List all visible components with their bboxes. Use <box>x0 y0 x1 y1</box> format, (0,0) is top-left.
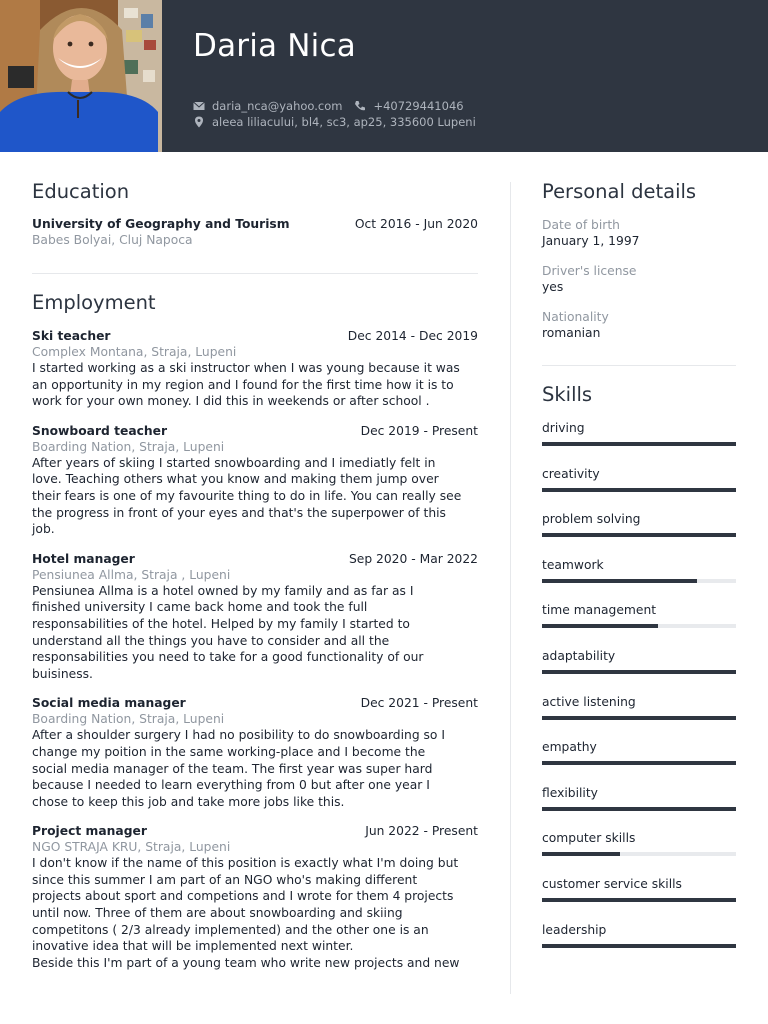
entry-title: Social media manager <box>32 696 186 711</box>
skill-level-bar <box>542 442 736 446</box>
skill-item <box>542 511 736 557</box>
skill-name: empathy <box>542 740 597 755</box>
entry-description: I started working as a ski instructor when I was young because it was an opportunity in my region and I found for the first time how it is to work for your own money. I did this in weekends or after school . <box>32 361 460 409</box>
entry-description: Pensiunea Allma is a hotel owned by my family and as far as I finished university I came back home and took the full responsabilities of the hotel. Helped by my family I started to understand all the things you have to consider and all the responsabilities you need to take for a good functionality of our buisiness. <box>32 583 424 681</box>
education-heading: Education <box>32 180 130 203</box>
skills-heading: Skills <box>542 383 593 406</box>
employment-entry <box>32 695 478 810</box>
skill-item <box>542 466 736 512</box>
entry-description: After a shoulder surgery I had no posibility to do snowboarding so I change my poition in the same working-place and I become the social media manager of the team. The first year was super hard because I needed to learn everything from 0 but after one year I chose to keep this job and take more jobs like this. <box>32 728 445 809</box>
main-column <box>32 180 478 971</box>
location-pin-icon <box>193 116 205 128</box>
entry-dates: Dec 2014 - Dec 2019 <box>347 329 478 343</box>
address-text: aleea liliacului, bl4, sc3, ap25, 335600 Lupeni <box>212 115 476 129</box>
contact-line-1 <box>193 99 464 113</box>
column-divider <box>510 182 511 994</box>
entry-title: University of Geography and Tourism <box>32 217 290 231</box>
skill-name: customer service skills <box>542 876 682 891</box>
personal-value: yes <box>542 280 564 294</box>
entry-place: Babes Bolyai, Cluj Napoca <box>32 233 193 247</box>
skill-name: creativity <box>542 466 600 481</box>
skills-list <box>542 420 736 967</box>
entry-dates: Dec 2021 - Present <box>360 696 478 711</box>
skill-name: adaptability <box>542 648 616 663</box>
skill-level-fill <box>542 533 736 537</box>
skill-item <box>542 739 736 785</box>
skill-level-bar <box>542 807 736 811</box>
skill-level-bar <box>542 761 736 765</box>
employment-entry <box>32 423 478 538</box>
skill-item <box>542 876 736 922</box>
skill-level-bar <box>542 716 736 720</box>
personal-details-heading: Personal details <box>542 180 697 203</box>
section-divider <box>542 365 736 366</box>
skill-level-bar <box>542 898 736 902</box>
skill-level-fill <box>542 670 736 674</box>
employment-entry <box>32 823 478 971</box>
entry-place: Boarding Nation, Straja, Lupeni <box>32 439 225 454</box>
entry-description: After years of skiing I started snowboarding and I imediatly felt in love. Teaching others what you know and making them jump over their fears is one of my favourite thing to do in life. You can really see the progress in front of your eyes and that's the superpower of this job. <box>32 455 462 537</box>
personal-item <box>542 309 736 341</box>
employment-heading: Employment <box>32 291 156 314</box>
skill-level-bar <box>542 944 736 948</box>
entry-title: Hotel manager <box>32 551 135 566</box>
skill-level-fill <box>542 944 736 948</box>
skill-level-fill <box>542 488 736 492</box>
sidebar-column <box>542 180 736 967</box>
skill-item <box>542 648 736 694</box>
skill-level-fill <box>542 761 736 765</box>
skill-level-fill <box>542 624 658 628</box>
skill-name: computer skills <box>542 831 636 846</box>
personal-value: January 1, 1997 <box>542 234 640 248</box>
skill-item <box>542 557 736 603</box>
skill-item <box>542 420 736 466</box>
skill-level-bar <box>542 533 736 537</box>
skill-level-fill <box>542 807 736 811</box>
personal-item <box>542 263 736 295</box>
employment-entry <box>32 551 478 683</box>
entry-dates: Jun 2022 - Present <box>365 824 478 839</box>
skill-name: time management <box>542 603 657 618</box>
skill-item <box>542 922 736 968</box>
entry-dates: Sep 2020 - Mar 2022 <box>348 551 478 566</box>
personal-value: romanian <box>542 326 601 340</box>
skill-level-fill <box>542 442 736 446</box>
education-entry <box>32 216 478 248</box>
entry-description: I don't know if the name of this position is exactly what I'm doing but since this summer I am part of an NGO who's making different projects about sport and competions and I wrote for them 4 projects until now. Three of them are about snowboarding and skiing competitons ( 2/3 already implemented) and the other one is an inovative idea that will be implemented next winter. Beside this I'm part of a young team who write new projects and new <box>32 856 460 970</box>
entry-title: Snowboard teacher <box>32 423 168 438</box>
entry-place: NGO STRAJA KRU, Straja, Lupeni <box>32 840 231 855</box>
skill-name: active listening <box>542 694 636 709</box>
skill-level-bar <box>542 488 736 492</box>
entry-place: Complex Montana, Straja, Lupeni <box>32 345 237 359</box>
personal-label: Driver's license <box>542 264 637 278</box>
personal-label: Nationality <box>542 310 609 324</box>
skill-level-fill <box>542 579 697 583</box>
skill-level-fill <box>542 852 620 856</box>
skill-item <box>542 602 736 648</box>
skill-name: leadership <box>542 922 607 937</box>
profile-photo <box>0 0 162 152</box>
skill-level-bar <box>542 579 736 583</box>
skill-level-fill <box>542 898 736 902</box>
skill-item <box>542 694 736 740</box>
phone-icon <box>354 100 366 112</box>
candidate-name: Daria Nica <box>193 28 356 64</box>
skill-name: flexibility <box>542 785 598 800</box>
entry-place: Pensiunea Allma, Straja , Lupeni <box>32 567 231 582</box>
personal-item <box>542 217 736 249</box>
skill-level-fill <box>542 716 736 720</box>
skill-name: teamwork <box>542 557 604 572</box>
entry-title: Project manager <box>32 824 147 839</box>
resume-header <box>0 0 768 152</box>
phone-text[interactable]: +40729441046 <box>373 99 464 113</box>
envelope-icon <box>193 100 205 112</box>
entry-dates: Oct 2016 - Jun 2020 <box>354 217 478 231</box>
section-divider <box>32 273 478 274</box>
contact-line-2 <box>193 115 476 129</box>
email-text[interactable]: daria_nca@yahoo.com <box>212 99 343 113</box>
skill-level-bar <box>542 670 736 674</box>
skill-name: driving <box>542 421 585 435</box>
entry-title: Ski teacher <box>32 329 111 343</box>
entry-dates: Dec 2019 - Present <box>360 423 478 438</box>
skill-item <box>542 830 736 876</box>
entry-place: Boarding Nation, Straja, Lupeni <box>32 712 225 727</box>
skill-level-bar <box>542 624 736 628</box>
skill-name: problem solving <box>542 512 641 527</box>
employment-entry <box>32 328 478 410</box>
personal-label: Date of birth <box>542 218 620 232</box>
skill-level-bar <box>542 852 736 856</box>
skill-item <box>542 785 736 831</box>
